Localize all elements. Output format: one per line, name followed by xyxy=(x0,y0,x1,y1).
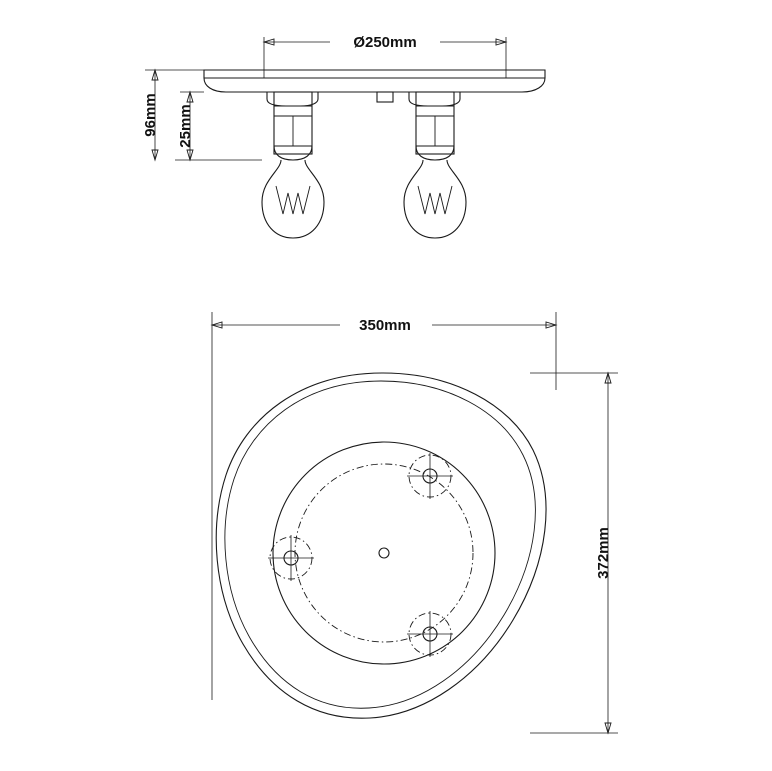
fixing-hole-lower-right xyxy=(407,611,453,657)
ceiling-plate-side xyxy=(204,70,545,92)
lamp-right xyxy=(404,92,466,238)
centre-hole xyxy=(379,548,389,558)
side-elevation-view xyxy=(145,37,545,238)
plan-view xyxy=(212,312,618,733)
fixing-hole-upper-right xyxy=(407,453,453,499)
canopy-circle xyxy=(273,442,495,664)
plate-outline xyxy=(216,373,546,718)
dimension-label-diameter-250: Ø250mm xyxy=(353,34,417,51)
side-extension-lines xyxy=(145,70,262,160)
dimension-label-height-96: 96mm xyxy=(142,93,159,137)
lamp-left xyxy=(262,92,324,238)
dimension-width-350 xyxy=(212,312,556,700)
dimension-label-height-372: 372mm xyxy=(595,527,612,579)
bolt-circle xyxy=(295,464,473,642)
centre-boss xyxy=(377,92,393,102)
dimension-label-width-350: 350mm xyxy=(359,317,411,334)
dimension-label-height-25: 25mm xyxy=(177,104,194,148)
